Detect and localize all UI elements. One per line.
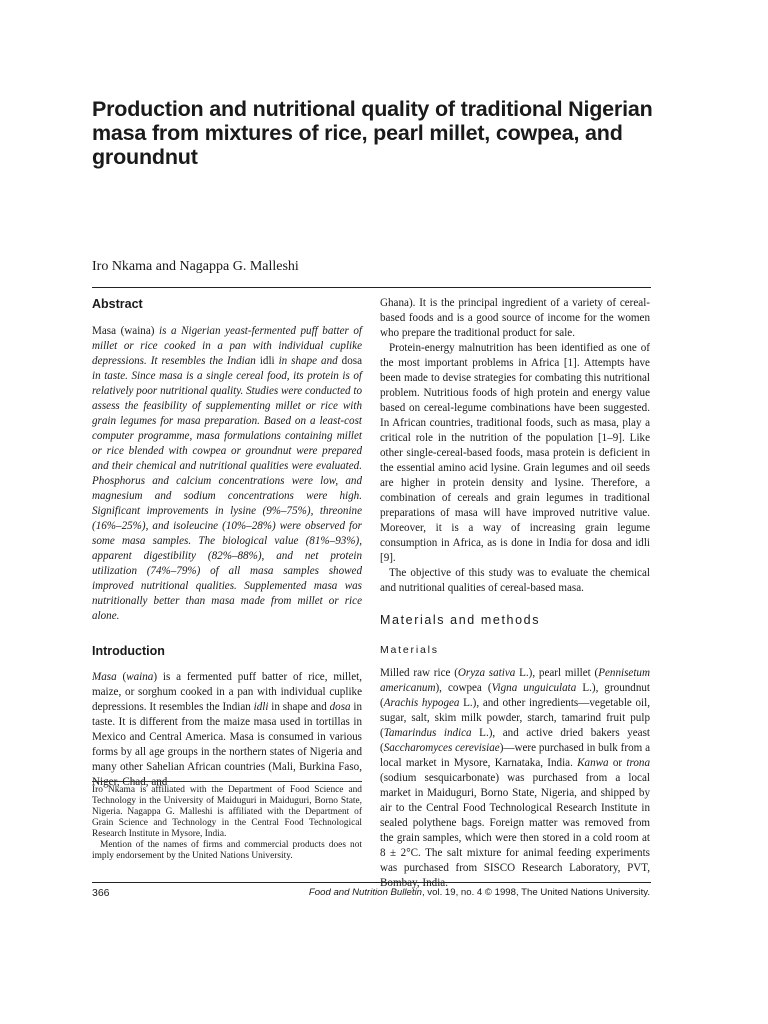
materials-text: Milled raw rice (Oryza sativa L.), pearl millet (Pennisetum americanum), cowpea (Vigna unguiculata L.), groundnut (Arachis hypogea L.), and other ingredients—vegetable oil, sugar, salt, skim milk powder, starch, tamarind fruit pulp (Tamarindus indica L.), and active dried bakers yeast (Saccharomyces cerevisiae)—were purchased in bulk from a local market in Mysore, Karnataka, India. Kanwa or trona (sodium sesquicarbonate) was purchased from a local market in Maiduguri, Borno State, Nigeria, and shipped by air to the Central Food Technological Research Institute in sealed polythene bags. Foreign matter was removed from the grain samples, which were then stored in a cold room at 8 ± 2°C. The salt mixture for animal feeding experiments was purchased from SISCO Research Laboratory, PVT, Bombay, India. bbox=[380, 667, 651, 889]
introduction-heading: Introduction bbox=[92, 644, 165, 658]
materials-subheading: Materials bbox=[380, 644, 439, 656]
footer-rule bbox=[92, 882, 651, 883]
introduction-continued: Ghana). It is the principal ingredient of a variety of cereal-based foods and is a good source of income for the women who prepare the traditional product for sale. Protein-energy malnutrition has been identified as one of the most important problems in Africa [1]. Attempts have been made to devise strategies for combating this nutritional problem. Nutritious foods of high protein and energy value based on cereal-legume combinations have been suggested. In African countries, traditional foods, such as masa, play a critical role in the nutrition of the population [1–9]. Like other single-cereal-based foods, masa protein is deficient in the essential amino acid lysine. Grain legumes and oil seeds are higher in protein density and lysine. Therefore, a combination of cereals and grain legumes in traditional preparations of masa will have improved nutritive value. Moreover, it is a way of increasing grain legume consumption in Africa, as is done in India for dosa and idli [9]. The objective of this study was to evaluate the chemical and nutritional qualities of cereal-based masa. bbox=[380, 297, 650, 594]
materials-methods-heading: Materials and methods bbox=[380, 613, 541, 627]
header-rule bbox=[92, 287, 651, 288]
introduction-text: Masa (waina) is a fermented puff batter of rice, millet, maize, or sorghum cooked in a pan with individual cuplike depressions. It resembles the Indian idli in shape and dosa in taste. It is different from the maize masa used in tortillas in Mexico and Central America. Masa is consumed in various forms by all age groups in the northern states of Nigeria and many other Sahelian African countries (Mali, Burkina Faso, Niger, Chad, and bbox=[92, 671, 363, 788]
paper-title: Production and nutritional quality of traditional Nigerian masa from mixtures of rice, pearl millet, cowpea, and groundnut bbox=[92, 97, 653, 169]
footnote-rule bbox=[92, 781, 362, 782]
page-number: 366 bbox=[92, 887, 110, 899]
left-column bbox=[92, 296, 362, 790]
author-list: Iro Nkama and Nagappa G. Malleshi bbox=[92, 259, 299, 274]
author-affiliation-footnote: Iro Nkama is affiliated with the Department of Food Science and Technology in the University of Maiduguri in Maiduguri, Borno State, Nigeria. Nagappa G. Malleshi is affiliated with the Department of Grain Science and Technology in the Central Food Technological Research Institute in Mysore, India. Mention of the names of firms and commercial products does not imply endorsement by the United Nations University. bbox=[92, 785, 362, 861]
right-column bbox=[380, 296, 650, 891]
journal-citation: Food and Nutrition Bulletin, vol. 19, no. 4 © 1998, The United Nations University. bbox=[308, 887, 650, 898]
abstract-text: Masa (waina) is a Nigerian yeast-fermented puff batter of millet or rice cooked in a pan with individual cuplike depressions. It resembles the Indian idli in shape and dosa in taste. Since masa is a single cereal food, its protein is of relatively poor nutritional quality. Studies were conducted to assess the feasibility of supplementing millet or rice with grain legumes for masa preparation. Based on a least-cost computer programme, masa formulations containing millet or rice blended with cowpea or groundnut were prepared and their chemical and nutritional qualities were evaluated. Phosphorus and calcium concentrations were low, and magnesium and sodium concentrations were high. Significant improvements in lysine (9%–75%), threonine (16%–25%), and isoleucine (10%–28%) were observed for some masa samples. The biological value (81%–93%), apparent digestibility (82%–88%), and net protein utilization (74%–79%) of all masa samples showed improved nutritional qualities. Supplemented masa was nutritionally better than masa made from millet or rice alone. bbox=[92, 325, 362, 622]
abstract-heading: Abstract bbox=[92, 297, 143, 311]
